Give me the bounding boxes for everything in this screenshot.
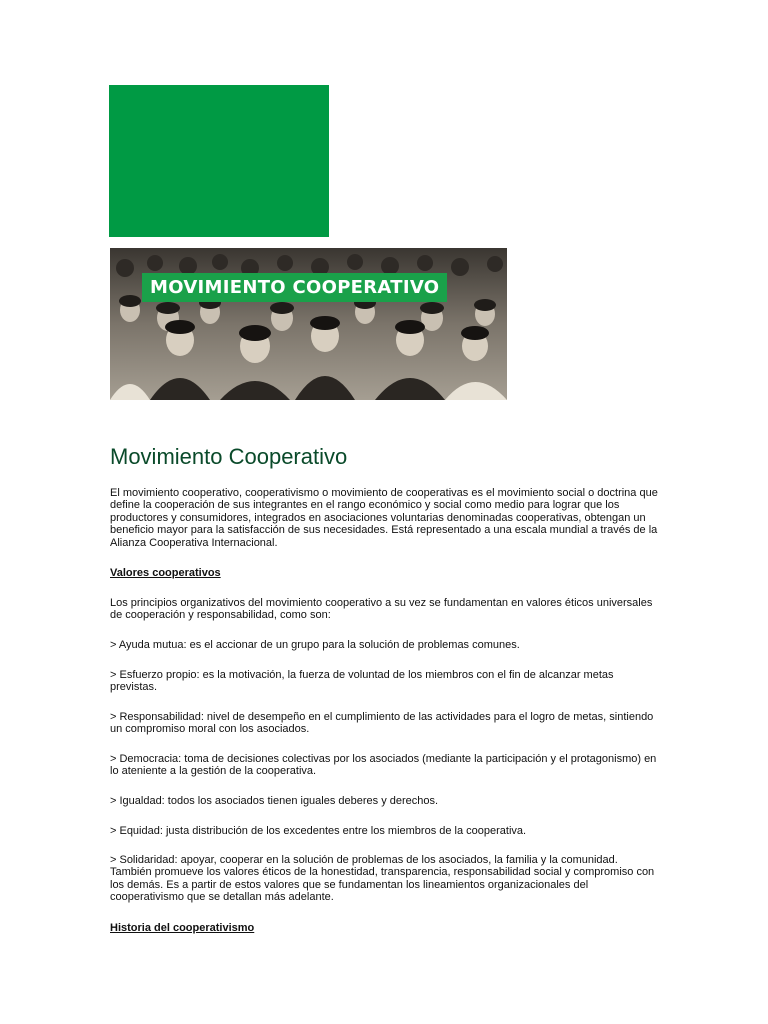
banner-label: MOVIMIENTO COOPERATIVO <box>142 273 447 302</box>
banner-image <box>110 248 507 400</box>
value-item: > Responsabilidad: nivel de desempeño en el cumplimiento de las actividades para el logro de metas, sintiendo un compromiso moral con los asociados. <box>110 711 654 736</box>
values-heading: Valores cooperativos <box>110 567 221 579</box>
crowd-photo <box>110 248 507 400</box>
value-item: > Solidaridad: apoyar, cooperar en la solución de problemas de los asociados, la familia y la comunidad. También promueve los valores éticos de la honestidad, transparencia, responsabilidad social y compromiso con los demás. Es a partir de estos valores que se fundamentan los lineamientos organizacionales del cooperativismo que se detallan más adelante. <box>110 854 655 904</box>
intro-paragraph: El movimiento cooperativo, cooperativismo o movimiento de cooperativas es el movimiento social o doctrina que define la cooperación de sus integrantes en el rango económico y social como medio para lograr que los productores y consumidores, integrados en asociaciones voluntarias denominadas cooperativas, obtengan un beneficio mayor para la satisfacción de sus necesidades. Está representado a una escala mundial a través de la Alianza Cooperativa Internacional. <box>110 487 658 549</box>
page-title: Movimiento Cooperativo <box>110 444 348 469</box>
values-intro-paragraph: Los principios organizativos del movimiento cooperativo a su vez se fundamentan en valores éticos universales de cooperación y responsabilidad, como son: <box>110 597 653 622</box>
value-item: > Equidad: justa distribución de los excedentes entre los miembros de la cooperativa. <box>110 825 527 837</box>
history-heading: Historia del cooperativismo <box>110 922 255 934</box>
value-item: > Igualdad: todos los asociados tienen iguales deberes y derechos. <box>110 795 439 807</box>
green-placeholder-block <box>109 85 329 237</box>
value-item: > Ayuda mutua: es el accionar de un grupo para la solución de problemas comunes. <box>110 639 520 651</box>
value-item: > Esfuerzo propio: es la motivación, la fuerza de voluntad de los miembros con el fin de alcanzar metas previstas. <box>110 669 614 694</box>
value-item: > Democracia: toma de decisiones colectivas por los asociados (mediante la participación y el protagonismo) en lo ateniente a la gestión de la cooperativa. <box>110 753 657 778</box>
